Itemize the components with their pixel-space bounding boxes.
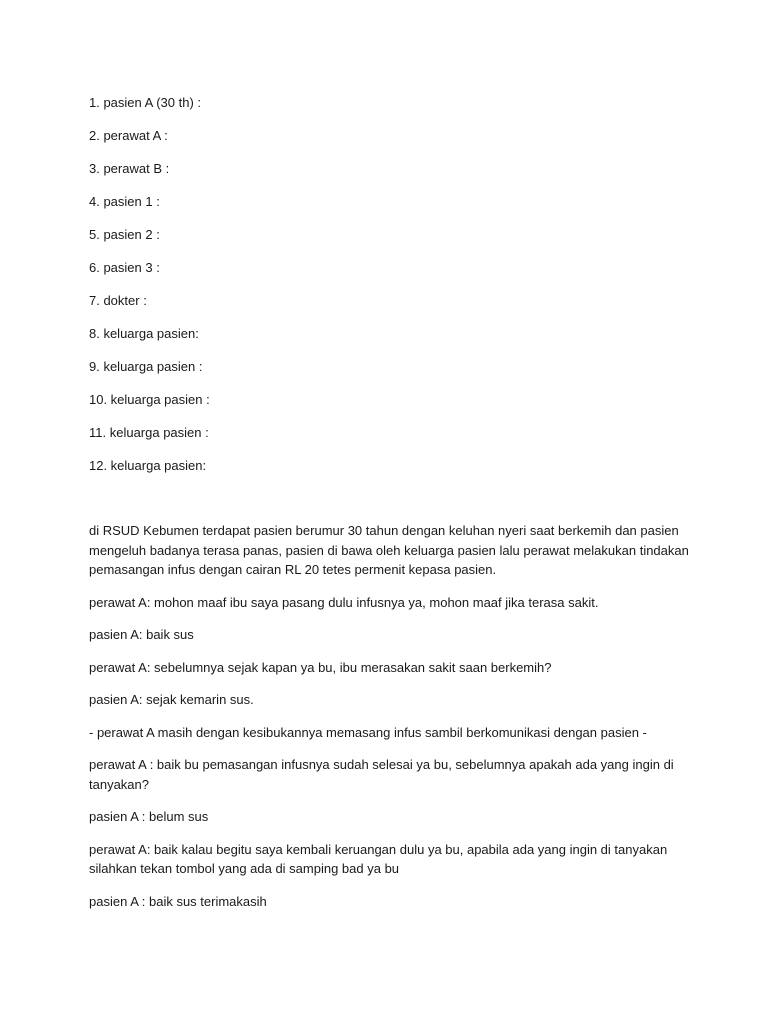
character-item: 9. keluarga pasien : <box>89 359 203 374</box>
dialogue-line: pasien A: sejak kemarin sus. <box>89 692 254 707</box>
character-item: 7. dokter : <box>89 293 147 308</box>
character-item: 4. pasien 1 : <box>89 194 160 209</box>
dialogue-line: perawat A: sebelumnya sejak kapan ya bu, ibu merasakan sakit saan berkemih? <box>89 659 552 675</box>
scenario-paragraph: di RSUD Kebumen terdapat pasien berumur 30 tahun dengan keluhan nyeri saat berkemih dan pasien mengeluh badanya terasa panas, pasien di bawa oleh keluarga pasien lalu perawat melakukan tindakan pemasangan infus dengan cairan RL 20 tetes permenit kepasa pasien. <box>89 523 689 577</box>
character-item: 11. keluarga pasien : <box>89 425 209 440</box>
character-item: 2. perawat A : <box>89 128 168 143</box>
dialogue-line: perawat A : baik bu pemasangan infusnya sudah selesai ya bu, sebelumnya apakah ada yang ingin di tanyakan? <box>89 757 674 792</box>
character-item: 8. keluarga pasien: <box>89 326 199 341</box>
character-item: 5. pasien 2 : <box>89 227 160 242</box>
dialogue-script <box>89 521 689 924</box>
stage-direction: - perawat A masih dengan kesibukannya memasang infus sambil berkomunikasi dengan pasien - <box>89 724 647 740</box>
dialogue-line: pasien A : belum sus <box>89 809 209 824</box>
character-item: 12. keluarga pasien: <box>89 458 207 473</box>
dialogue-line: perawat A: mohon maaf ibu saya pasang dulu infusnya ya, mohon maaf jika terasa sakit. <box>89 594 599 610</box>
character-item: 3. perawat B : <box>89 161 170 176</box>
character-item: 6. pasien 3 : <box>89 260 160 275</box>
character-item: 10. keluarga pasien : <box>89 392 210 407</box>
dialogue-line: perawat A: baik kalau begitu saya kembali keruangan dulu ya bu, apabila ada yang ingin di tanyakan silahkan tekan tombol yang ada di samping bad ya bu <box>89 841 668 876</box>
dialogue-line: pasien A : baik sus terimakasih <box>89 893 267 909</box>
character-list <box>89 94 210 490</box>
dialogue-line: pasien A: baik sus <box>89 627 194 642</box>
character-item: 1. pasien A (30 th) : <box>89 95 202 110</box>
